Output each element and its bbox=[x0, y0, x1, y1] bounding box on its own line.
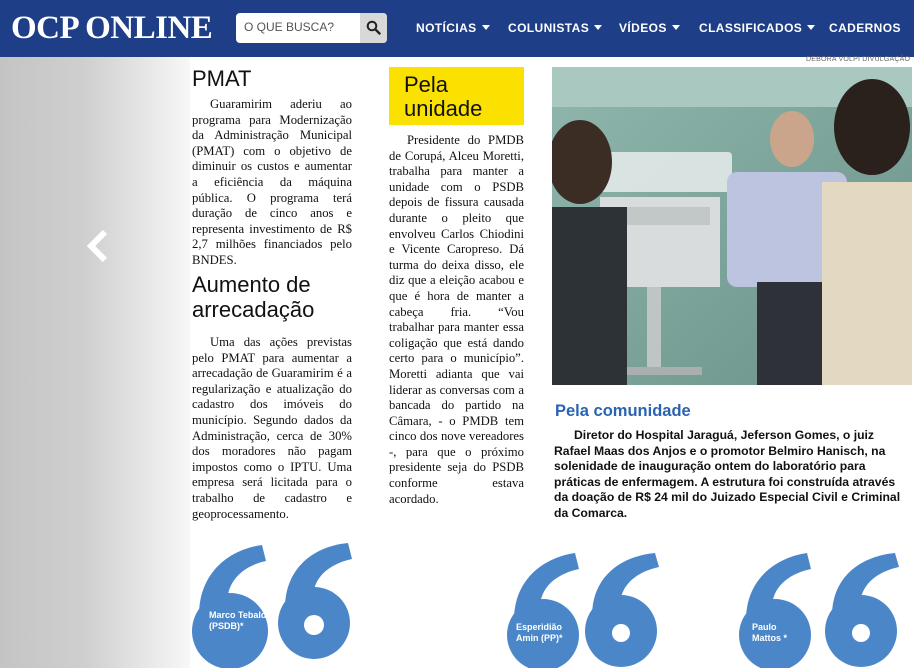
search-icon bbox=[366, 20, 381, 35]
nav-label: CADERNOS bbox=[829, 21, 901, 35]
nav-classificados[interactable] bbox=[699, 21, 815, 35]
nav-cadernos[interactable] bbox=[829, 21, 901, 35]
article-photo bbox=[552, 67, 912, 385]
chevron-down-icon bbox=[594, 25, 602, 30]
nav-label: VÍDEOS bbox=[619, 21, 667, 35]
highlight-box bbox=[389, 67, 524, 125]
chevron-down-icon bbox=[672, 25, 680, 30]
quote-mark-icon bbox=[190, 543, 360, 668]
quote-author: Paulo Mattos * bbox=[752, 622, 788, 643]
site-header bbox=[0, 0, 914, 57]
viewer-gutter bbox=[0, 57, 190, 668]
nav-label: COLUNISTAS bbox=[508, 21, 590, 35]
nav-videos[interactable] bbox=[619, 21, 680, 35]
caption-title: Pela comunidade bbox=[555, 402, 691, 420]
chevron-down-icon bbox=[807, 25, 815, 30]
heading-pela-unidade: Pela unidade bbox=[404, 72, 483, 121]
paragraph-pela-unidade: Presidente do PMDB de Corupá, Alceu Moretti, trabalha para manter a unidade com o PSDB depois de fissura causada durante o pleito que envolveu Carlos Chiodini e Vicente Caropreso. Dá turma do deixa disso, ele diz que a eleição acabou e que é hora de manter a cabeça fria. “Vou trabalhar para manter essa coligação que está dando certo para o município”. Moretti adianta que vai liderar as conversas com a bancada do partido na Câmara, - o PMDB tem cinco dos nove vereadores -, para que o próximo presidente seja do PSDB conforme estava acordado. bbox=[389, 133, 524, 506]
search-box[interactable] bbox=[236, 13, 387, 43]
site-logo[interactable]: OCP ONLINE bbox=[11, 10, 213, 46]
chevron-down-icon bbox=[482, 25, 490, 30]
caption-body: Diretor do Hospital Jaraguá, Jeferson Gomes, o juiz Rafael Maas dos Anjos e o promotor Belmiro Hanisch, na solenidade de inauguração ontem do laboratório para práticas de enfermagem. A estrutura foi construída através da doação de R$ 24 mil do Juizado Especial Civil e Criminal da Comarca. bbox=[554, 428, 901, 520]
nav-label: CLASSIFICADOS bbox=[699, 21, 803, 35]
heading-pmat: PMAT bbox=[192, 66, 252, 91]
chevron-left-icon[interactable] bbox=[85, 228, 113, 264]
photo-illustration bbox=[552, 67, 912, 385]
nav-colunistas[interactable] bbox=[508, 21, 602, 35]
quote-mark-icon bbox=[503, 553, 663, 668]
search-button[interactable] bbox=[360, 13, 387, 43]
nav-label: NOTÍCIAS bbox=[416, 21, 477, 35]
quote-author: Marco Tebaldi (PSDB)* bbox=[209, 610, 269, 631]
quote-mark-icon bbox=[735, 553, 905, 668]
quote-author: Esperidião Amin (PP)* bbox=[516, 622, 563, 643]
heading-arrecadacao: Aumento de arrecadação bbox=[192, 272, 315, 322]
search-input[interactable]: O QUE BUSCA? bbox=[244, 20, 335, 34]
paragraph-arrecadacao: Uma das ações previstas pelo PMAT para aumentar a arrecadação de Guaramirim é a regularização e atualização do cadastro dos imóveis do município. Segundo dados da Administração, cerca de 30% dos moradores não pagam impostos como o IPTU. Uma empresa será licitada para o trabalho de cadastro e geoprocessamento. bbox=[192, 335, 352, 521]
photo-credit: DEBORA VOLPI DIVULGAÇÃO bbox=[806, 56, 911, 63]
paragraph-pmat: Guaramirim aderiu ao programa para Modernização da Administração Municipal (PMAT) com o objetivo de diminuir os custos e aumentar a eficiência da máquina pública. O programa terá duração de cinco anos e representa investimento de R$ 2,7 milhões financiados pelo BNDES. bbox=[192, 97, 352, 267]
nav-noticias[interactable] bbox=[416, 21, 490, 35]
